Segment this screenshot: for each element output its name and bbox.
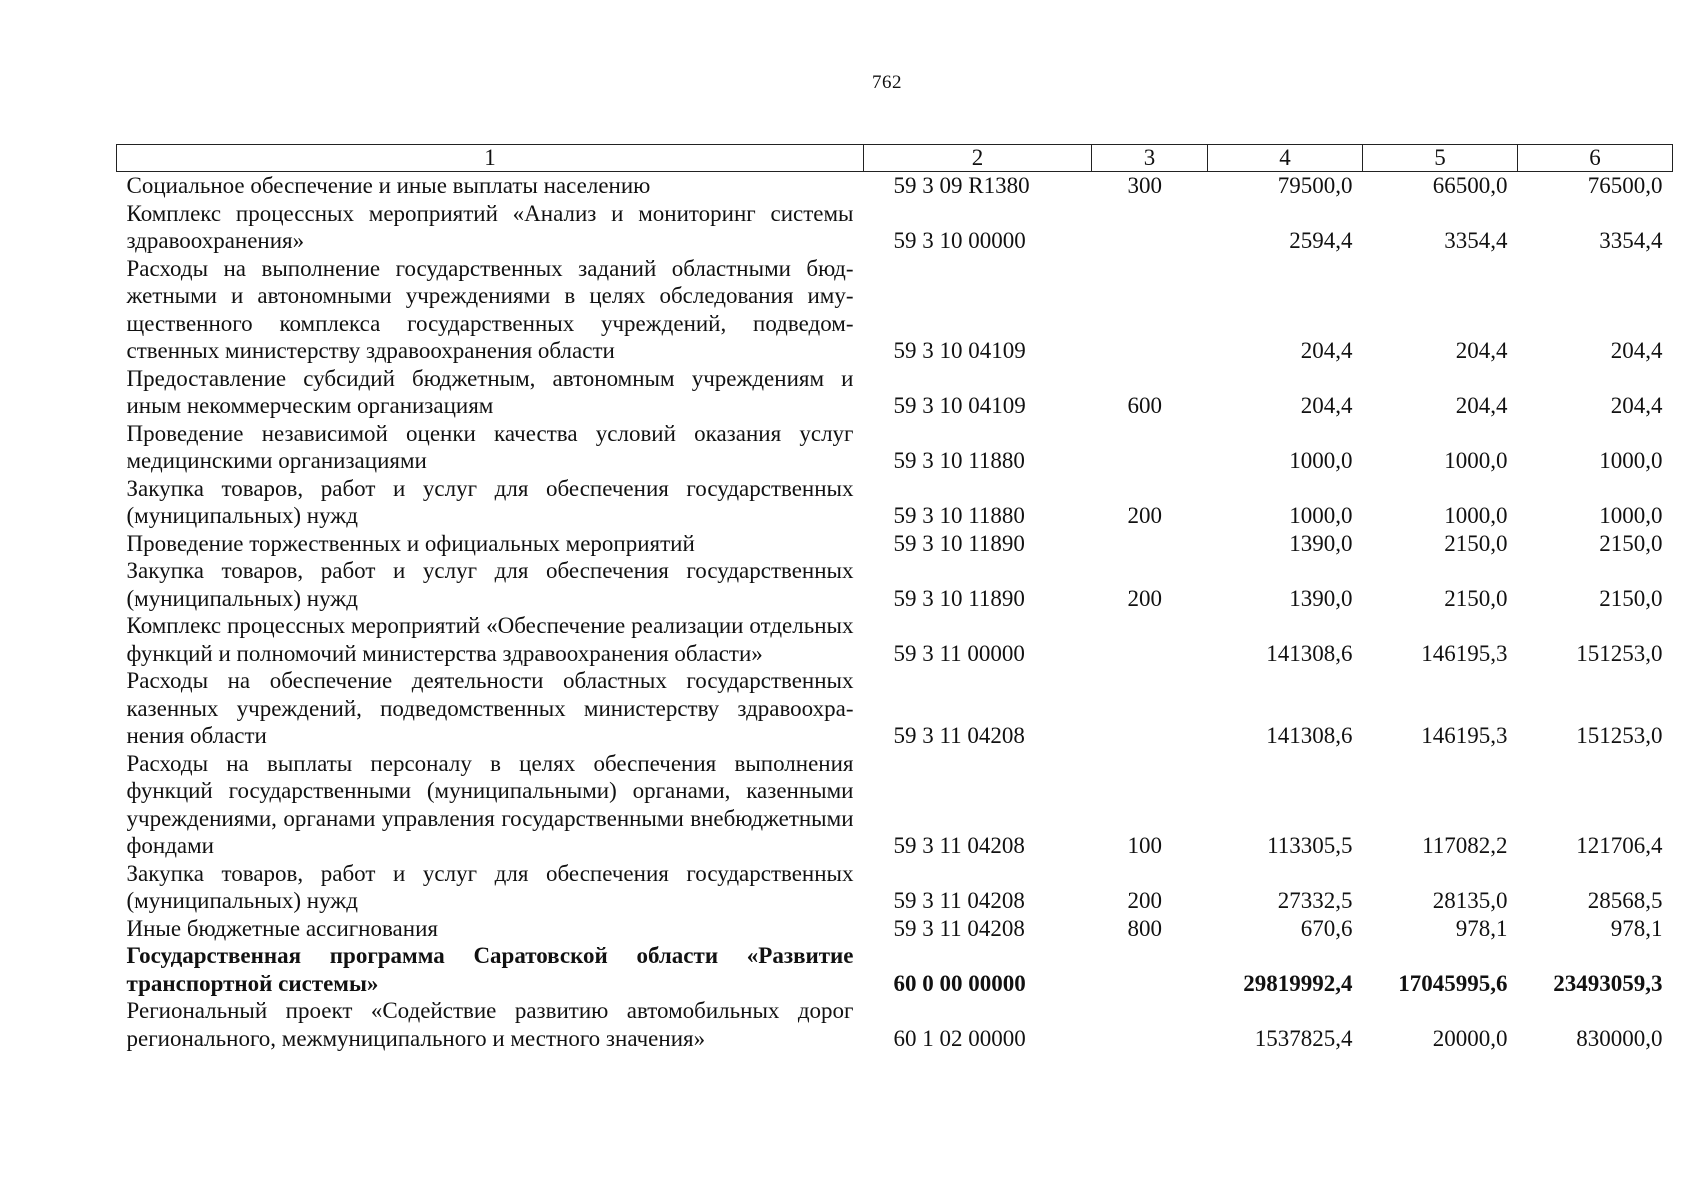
row-code-cell: 59 3 10 11880 (893, 448, 1025, 473)
table-row (117, 530, 1673, 558)
row-value-col6-cell: 2150,0 (1599, 530, 1663, 556)
row-value-col6-cell: 28568,5 (1587, 888, 1663, 913)
row-value-col4-cell: 1390,0 (1289, 530, 1353, 556)
row-expense-type-cell (1092, 667, 1208, 750)
row-name-cell: Закупка товаров, работ и услуг для обеспечения государственных (муниципальных) нужд (126, 475, 854, 528)
row-name-cell: Предоставление субсидий бюджетным, автономным учреждениям и иным некоммерческим организациям (126, 365, 854, 418)
row-value-col5-cell: 28135,0 (1432, 888, 1508, 913)
row-name-cell: Расходы на выплаты персоналу в целях обеспечения выполнения функций государственными (муниципальными) органами, казенными учреждениями, органами управления государственными внебюджетными фондами (126, 750, 854, 858)
header-row (117, 145, 1673, 172)
row-value-col5-cell: 978,1 (1455, 915, 1508, 941)
row-name-cell: Проведение торжественных и официальных мероприятий (126, 530, 695, 556)
row-name-cell: Расходы на выполнение государственных заданий областными бюджетными и автономными учреждениями в целях обследования имущественного комплекса государственных учреждений, подведомственных министерству здравоохранения области (126, 255, 854, 363)
row-value-col6-cell: 204,4 (1610, 338, 1663, 363)
table-row (117, 420, 1673, 475)
row-value-col6-cell: 204,4 (1610, 393, 1663, 418)
table-body (117, 172, 1673, 1053)
row-code-cell: 59 3 11 04208 (893, 888, 1025, 913)
row-value-col4-cell: 1000,0 (1289, 503, 1353, 528)
row-expense-type-cell (1092, 530, 1208, 558)
row-code-cell: 59 3 10 00000 (893, 228, 1026, 253)
row-value-col6-cell: 121706,4 (1576, 833, 1663, 858)
row-code-cell: 59 3 09 R1380 (893, 173, 1030, 198)
row-name-cell: Социальное обеспечение и иные выплаты населению (126, 173, 651, 198)
row-code-cell: 59 3 11 04208 (893, 723, 1025, 748)
budget-table (116, 144, 1673, 1052)
row-code-cell: 59 3 10 11880 (893, 503, 1025, 528)
row-value-col5-cell: 17045995,6 (1398, 970, 1508, 996)
table-row (117, 942, 1673, 997)
row-expense-type-cell: 200 (1127, 503, 1162, 528)
table-row (117, 172, 1673, 200)
table-row (117, 915, 1673, 943)
row-value-col4-cell: 141308,6 (1266, 640, 1353, 666)
table-row (117, 667, 1673, 750)
row-value-col6-cell: 76500,0 (1587, 173, 1663, 198)
row-expense-type-cell: 600 (1127, 393, 1162, 418)
row-expense-type-cell: 800 (1127, 915, 1162, 941)
table-row (117, 612, 1673, 667)
row-value-col6-cell: 151253,0 (1576, 640, 1663, 666)
table-row (117, 997, 1673, 1052)
row-expense-type-cell: 100 (1127, 833, 1162, 858)
row-code-cell: 59 3 11 00000 (893, 640, 1025, 666)
row-expense-type-cell (1092, 420, 1208, 475)
row-value-col5-cell: 66500,0 (1432, 173, 1508, 198)
row-value-col6-cell: 23493059,3 (1553, 970, 1663, 996)
row-code-cell: 59 3 11 04208 (893, 915, 1025, 941)
row-value-col4-cell: 113305,5 (1267, 833, 1353, 858)
column-header-1: 1 (117, 145, 864, 172)
row-value-col5-cell: 2150,0 (1444, 585, 1508, 611)
table-row (117, 255, 1673, 365)
table-header (117, 145, 1673, 172)
row-code-cell: 59 3 10 04109 (893, 338, 1026, 363)
row-expense-type-cell: 200 (1127, 585, 1162, 611)
row-value-col5-cell: 204,4 (1455, 393, 1508, 418)
row-value-col6-cell: 978,1 (1610, 915, 1663, 941)
table-row (117, 200, 1673, 255)
row-code-cell: 59 3 10 11890 (893, 585, 1025, 611)
row-value-col6-cell: 830000,0 (1576, 1025, 1663, 1051)
row-expense-type-cell (1092, 612, 1208, 667)
row-value-col4-cell: 670,6 (1300, 915, 1353, 941)
table-row (117, 557, 1673, 612)
column-header-2: 2 (864, 145, 1092, 172)
table-row (117, 475, 1673, 530)
row-value-col4-cell: 29819992,4 (1243, 970, 1353, 996)
column-header-3: 3 (1092, 145, 1208, 172)
row-value-col4-cell: 1000,0 (1289, 448, 1353, 473)
row-value-col6-cell: 1000,0 (1599, 503, 1663, 528)
table-row (117, 750, 1673, 860)
row-name-cell: Закупка товаров, работ и услуг для обеспечения государственных (муниципальных) нужд (126, 558, 854, 611)
row-name-cell: Комплекс процессных мероприятий «Обеспечение реализации отдельных функций и полномочий министерства здравоохранения области» (126, 613, 854, 666)
row-code-cell: 59 3 11 04208 (893, 833, 1025, 858)
row-value-col5-cell: 117082,2 (1422, 833, 1508, 858)
row-value-col4-cell: 27332,5 (1277, 888, 1353, 913)
row-value-col6-cell: 3354,4 (1599, 228, 1663, 253)
row-code-cell: 59 3 10 11890 (893, 530, 1025, 556)
row-name-cell: Расходы на обеспечение деятельности областных государственных казенных учреждений, подведомственных министерству здравоохранения области (126, 668, 854, 748)
column-header-4: 4 (1208, 145, 1363, 172)
row-value-col5-cell: 1000,0 (1444, 503, 1508, 528)
row-value-col4-cell: 79500,0 (1277, 173, 1353, 198)
row-value-col5-cell: 2150,0 (1444, 530, 1508, 556)
row-expense-type-cell (1092, 942, 1208, 997)
row-name-cell: Комплекс процессных мероприятий «Анализ и мониторинг системы здравоохранения» (126, 200, 854, 253)
row-expense-type-cell (1092, 997, 1208, 1052)
row-value-col6-cell: 1000,0 (1599, 448, 1663, 473)
row-value-col4-cell: 204,4 (1300, 393, 1353, 418)
column-header-5: 5 (1363, 145, 1518, 172)
row-value-col6-cell: 151253,0 (1576, 723, 1663, 748)
row-code-cell: 59 3 10 04109 (893, 393, 1026, 418)
column-header-6: 6 (1518, 145, 1673, 172)
row-expense-type-cell (1092, 200, 1208, 255)
row-value-col4-cell: 141308,6 (1266, 723, 1353, 748)
row-value-col5-cell: 20000,0 (1432, 1025, 1508, 1051)
page-number: 762 (872, 72, 902, 93)
table-row (117, 365, 1673, 420)
row-expense-type-cell (1092, 255, 1208, 365)
row-value-col5-cell: 204,4 (1455, 338, 1508, 363)
row-name-cell: Закупка товаров, работ и услуг для обеспечения государственных (муниципальных) нужд (126, 860, 854, 913)
row-value-col5-cell: 1000,0 (1444, 448, 1508, 473)
row-name-cell: Иные бюджетные ассигнования (126, 915, 438, 941)
row-code-cell: 60 0 00 00000 (893, 970, 1026, 996)
row-value-col4-cell: 2594,4 (1289, 228, 1353, 253)
row-value-col5-cell: 146195,3 (1421, 723, 1508, 748)
row-code-cell: 60 1 02 00000 (893, 1025, 1026, 1051)
row-value-col5-cell: 3354,4 (1444, 228, 1508, 253)
row-value-col4-cell: 204,4 (1300, 338, 1353, 363)
row-value-col5-cell: 146195,3 (1421, 640, 1508, 666)
row-value-col6-cell: 2150,0 (1599, 585, 1663, 611)
row-expense-type-cell: 200 (1127, 888, 1162, 913)
row-name-cell: Государственная программа Саратовской области «Развитие транспортной системы» (126, 943, 854, 996)
row-name-cell: Региональный проект «Содействие развитию автомобильных дорог регионального, межмуниципального и местного значения» (126, 998, 854, 1051)
table-row (117, 860, 1673, 915)
row-value-col4-cell: 1537825,4 (1254, 1025, 1353, 1051)
row-expense-type-cell: 300 (1127, 173, 1162, 198)
row-name-cell: Проведение независимой оценки качества условий оказания услуг медицинскими организациями (126, 420, 854, 473)
row-value-col4-cell: 1390,0 (1289, 585, 1353, 611)
